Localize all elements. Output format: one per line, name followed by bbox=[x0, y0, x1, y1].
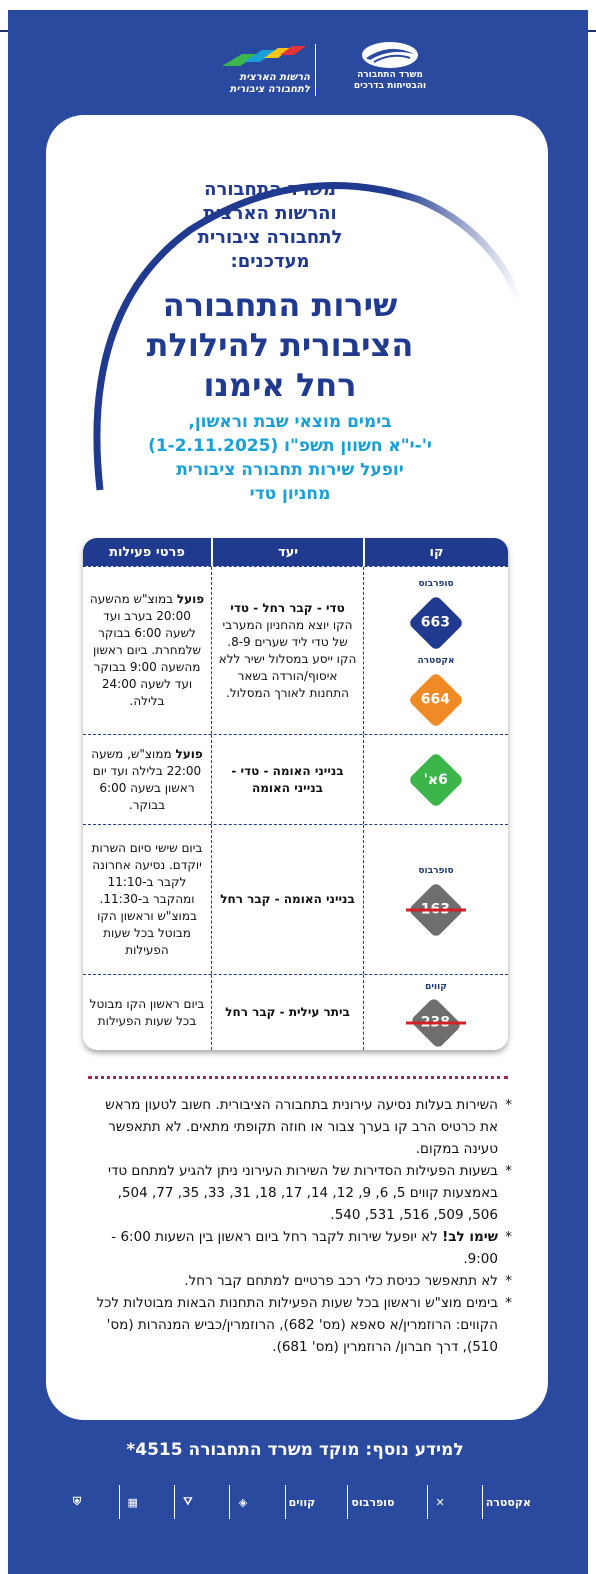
authority-name-line1: הרשות הארצית bbox=[239, 72, 310, 83]
title-line2: הציבורית להילולת bbox=[146, 326, 414, 364]
ministry-name-line2: והבטיחות בדרכים bbox=[353, 81, 427, 91]
operator-label: אקסטרה bbox=[417, 655, 455, 666]
footer-logo: קווים bbox=[285, 1485, 319, 1519]
details-bold: פועל bbox=[176, 592, 205, 606]
destination-title: בנייני האומה - טדי - בנייני האומה bbox=[231, 763, 344, 795]
line-badge bbox=[408, 594, 465, 651]
note-item: * בשעות הפעילות הסדירות של השירות העירוני ניתן להגיע למתחם טדי באמצעות קווים 5, 6, 9, 12, 14, 17, 18, 31, 33, 35, 77, 504, 506, 509, 516, 531, 540. bbox=[84, 1160, 512, 1226]
footer-logos bbox=[64, 1484, 534, 1520]
header-destination: יעד bbox=[211, 538, 363, 566]
dotted-divider bbox=[88, 1076, 508, 1079]
line-number: 664 bbox=[421, 691, 451, 708]
title-line1: שירות התחבורה bbox=[162, 286, 398, 324]
table-header bbox=[83, 538, 508, 566]
operator-label: סופרבוס bbox=[418, 578, 454, 589]
details-text: ממוצ"ש, משעה 22:00 בלילה ועד יום ראשון בשעה 6:00 בבוקר. bbox=[91, 746, 202, 812]
ministry-logo bbox=[330, 40, 450, 102]
table-row bbox=[83, 974, 508, 1050]
note-item: * בימים מוצ"ש וראשון בכל שעות הפעילות התחנות הבאות מבוטלות לכל הקווים: הרוזמרין/א סאפא (מס' 682), הרוזמרין/כביש המנהרות (מס' 510), דרך חברון/ הרוזמרין (מס' 681). bbox=[84, 1292, 512, 1358]
notes-list bbox=[84, 1094, 512, 1358]
line-badge bbox=[408, 671, 465, 728]
line-badge bbox=[410, 997, 462, 1049]
destination-title: ביתר עילית - קבר רחל bbox=[225, 1005, 350, 1019]
line-cell bbox=[363, 975, 508, 1050]
logo-separator bbox=[315, 44, 316, 96]
destination-cell bbox=[211, 975, 363, 1050]
ministry-name-line1: משרד התחבורה bbox=[357, 70, 423, 80]
details-text: ביום ראשון הקו מבוטל בכל שעות הפעילות bbox=[89, 996, 205, 1028]
line-badge bbox=[408, 751, 465, 808]
details-cell bbox=[83, 825, 211, 974]
destination-title: טדי - קבר רחל - טדי bbox=[230, 600, 345, 615]
canceled-strike bbox=[406, 1022, 466, 1025]
intro-line2: והרשות הארצית bbox=[203, 203, 337, 224]
intro-text bbox=[120, 178, 420, 274]
authority-emblem-icon bbox=[220, 46, 310, 68]
footer-logo: סופרבוס bbox=[347, 1485, 397, 1519]
info-hotline: למידע נוסף: מוקד משרד התחבורה 4515* bbox=[126, 1440, 464, 1460]
details-text: במוצ"ש מהשעה 20:00 בערב ועד לשעה 6:00 בבוקר שלמחרת. ביום ראשון מהשעה 9:00 בבוקר ועד לשעה 24:00 בלילה. bbox=[89, 592, 202, 708]
authority-logo bbox=[170, 46, 310, 96]
destination-title: בנייני האומה - קבר רחל bbox=[220, 892, 355, 906]
header-logos bbox=[150, 40, 450, 102]
note-item bbox=[84, 1226, 512, 1270]
title-line3: רחל אימנו bbox=[203, 366, 357, 404]
details-cell bbox=[83, 735, 211, 824]
road-logo-icon: ⛛ bbox=[174, 1485, 200, 1519]
x-logo-icon: ✕ bbox=[427, 1485, 453, 1519]
subtitle-line1: בימים מוצאי שבת וראשון, bbox=[188, 412, 392, 432]
line-cell bbox=[363, 567, 508, 734]
canceled-strike bbox=[406, 909, 466, 912]
line-number: 663 bbox=[421, 614, 451, 631]
footer-logo: אקסטרה bbox=[482, 1485, 534, 1519]
destination-cell bbox=[211, 567, 363, 734]
subtitle-line4: מחניון טדי bbox=[249, 484, 331, 504]
table-row bbox=[83, 734, 508, 824]
jerusalem-emblem-icon: ⛨ bbox=[72, 1495, 82, 1508]
header-line: קו bbox=[363, 538, 508, 566]
line-number: 6א' bbox=[423, 771, 449, 788]
table-row bbox=[83, 566, 508, 734]
details-bold: פועל bbox=[175, 746, 203, 761]
schedule-table bbox=[83, 538, 508, 1050]
line-cell bbox=[363, 735, 508, 824]
subtitle-line3: יופעל שירות תחבורה ציבורית bbox=[176, 460, 404, 480]
details-text: ביום שישי סיום השרות יוקדם. נסיעה אחרונה לקבר ב-11:10 ומהקבר ב-11:30. במוצ"ש וראשון הקו מבוטל בכל שעות הפעילות bbox=[91, 841, 203, 957]
subtitle-line2: י'-י"א חשוון תשפ"ו (1-2.11.2025) bbox=[148, 436, 432, 456]
note-warning: שימו לב! bbox=[442, 1229, 498, 1245]
city-logo-icon: ▦ bbox=[119, 1485, 145, 1519]
line-badge bbox=[408, 882, 465, 939]
operator-label: סופרבוס bbox=[418, 866, 454, 876]
destination-text: הקו יוצא מהחניון המערבי של טדי ליד שערים 8-9. הקו ייסע במסלול ישיר ללא איסוף/הורדה בשאר התחנות לאורך המסלול. bbox=[218, 617, 357, 700]
intro-line3: לתחבורה ציבורית bbox=[197, 227, 343, 248]
details-cell bbox=[83, 975, 211, 1050]
details-cell bbox=[83, 567, 211, 734]
emblem-icon: ◈ bbox=[229, 1485, 255, 1519]
intro-line1: משרד התחבורה bbox=[204, 179, 336, 200]
subtitle bbox=[80, 410, 500, 506]
authority-name-line2: לתחבורה ציבורית bbox=[229, 84, 310, 95]
header-details: פרטי פעילות bbox=[109, 544, 185, 560]
table-row bbox=[83, 824, 508, 974]
note-text: לא יופעל שירות לקבר רחל ביום ראשון בין השעות 6:00 - 9:00. bbox=[111, 1229, 498, 1267]
intro-line4: מעדכנים: bbox=[230, 251, 310, 272]
note-item: * השירות בעלות נסיעה עירונית בתחבורה הציבורית. חשוב לטעון מראש את כרטיס הרב קו בערך צבור או חוזה תקופתי מתאים. לא תתאפשר טעינה במקום. bbox=[84, 1094, 512, 1160]
destination-cell bbox=[211, 735, 363, 824]
line-cell bbox=[363, 825, 508, 974]
ministry-emblem-icon bbox=[360, 40, 420, 70]
destination-cell bbox=[211, 825, 363, 974]
page-title bbox=[90, 285, 470, 405]
note-item: * לא תתאפשר כניסת כלי רכב פרטיים למתחם קבר רחל. bbox=[84, 1270, 512, 1292]
operator-label: קווים bbox=[425, 982, 447, 992]
